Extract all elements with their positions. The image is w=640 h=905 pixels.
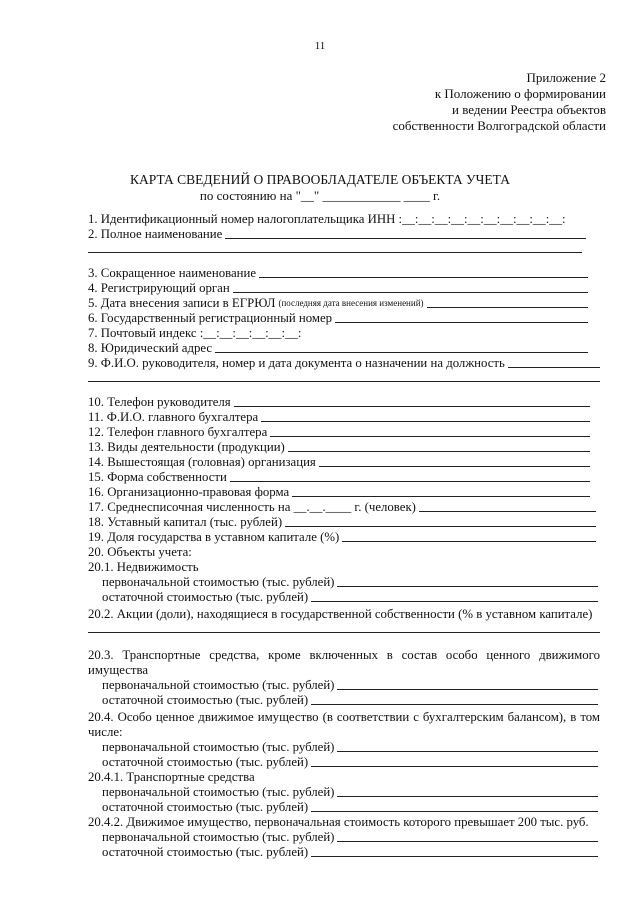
postal-index-label: 7. Почтовый индекс :__:__:__:__:__:__: xyxy=(88,326,302,340)
full-name-field[interactable] xyxy=(225,238,586,239)
shares-row[interactable] xyxy=(88,607,600,622)
valuable-transport-initial-row[interactable] xyxy=(88,785,600,800)
head-phone-field[interactable] xyxy=(234,406,590,407)
accountant-fio-field[interactable] xyxy=(261,421,590,422)
legal-form-field[interactable] xyxy=(292,496,590,497)
realty-label: 20.1. Недвижимость xyxy=(88,560,199,574)
residual-cost-label: остаточной стоимостью (тыс. рублей) xyxy=(102,755,309,769)
valuable-residual-field[interactable] xyxy=(311,766,598,767)
state-reg-no-label: 6. Государственный регистрационный номер xyxy=(88,311,333,325)
full-name-label: 2. Полное наименование xyxy=(88,227,223,241)
residual-cost-label: остаточной стоимостью (тыс. рублей) xyxy=(102,800,309,814)
realty-initial-field[interactable] xyxy=(337,586,598,587)
form-body xyxy=(88,210,600,860)
short-name-row[interactable] xyxy=(88,266,600,281)
legal-address-row[interactable] xyxy=(88,341,600,356)
headcount-field[interactable] xyxy=(419,511,596,512)
movable-200-residual-field[interactable] xyxy=(311,856,598,857)
appendix-line: к Положению о формировании xyxy=(434,86,606,101)
shares-field[interactable] xyxy=(88,632,600,646)
legal-form-row[interactable] xyxy=(88,485,600,500)
realty-residual-field[interactable] xyxy=(311,601,598,602)
initial-cost-label: первоначальной стоимостью (тыс. рублей) xyxy=(102,785,335,799)
movable-200-residual-row[interactable] xyxy=(88,845,600,860)
head-fio-label: 9. Ф.И.О. руководителя, номер и дата документа о назначении на должность xyxy=(88,356,505,370)
headcount-row[interactable] xyxy=(88,500,600,515)
valuable-residual-row[interactable] xyxy=(88,755,600,770)
head-fio-continuation[interactable] xyxy=(88,381,600,395)
activities-label: 13. Виды деятельности (продукции) xyxy=(88,440,285,454)
shares-label: 20.2. Акции (доли), находящиеся в государственной собственности (% в уставном капитале) xyxy=(88,607,593,621)
document-title: КАРТА СВЕДЕНИЙ О ПРАВООБЛАДАТЕЛЕ ОБЪЕКТА УЧЕТА xyxy=(130,172,510,187)
short-name-field[interactable] xyxy=(259,277,588,278)
state-share-row[interactable] xyxy=(88,530,600,545)
egrul-date-label: 5. Дата внесения записи в ЕГРЮЛ xyxy=(88,296,276,310)
inn-row[interactable] xyxy=(88,212,600,227)
state-share-field[interactable] xyxy=(342,541,596,542)
movable-200-initial-row[interactable] xyxy=(88,830,600,845)
reg-body-field[interactable] xyxy=(233,292,588,293)
appendix-line: собственности Волгоградской области xyxy=(392,118,606,133)
accountant-fio-row[interactable] xyxy=(88,410,600,425)
legal-address-field[interactable] xyxy=(215,352,588,353)
appendix-line: и ведении Реестра объектов xyxy=(451,102,606,117)
state-reg-no-field[interactable] xyxy=(335,322,588,323)
parent-org-row[interactable] xyxy=(88,455,600,470)
activities-row[interactable] xyxy=(88,440,600,455)
state-reg-no-row[interactable] xyxy=(88,311,600,326)
valuable-transport-residual-field[interactable] xyxy=(311,811,598,812)
valuable-label: 20.4. Особо ценное движимое имущество (в соответствии с бухгалтерским балансом), в том числе: xyxy=(88,710,600,739)
ownership-row[interactable] xyxy=(88,470,600,485)
initial-cost-label: первоначальной стоимостью (тыс. рублей) xyxy=(102,830,335,844)
movable-200-initial-field[interactable] xyxy=(337,841,598,842)
residual-cost-label: остаточной стоимостью (тыс. рублей) xyxy=(102,693,309,707)
head-fio-row[interactable] xyxy=(88,356,600,371)
objects-row xyxy=(88,545,600,560)
accountant-phone-row[interactable] xyxy=(88,425,600,440)
page-number: 11 xyxy=(314,40,326,52)
head-phone-row[interactable] xyxy=(88,395,600,410)
accountant-phone-field[interactable] xyxy=(270,436,590,437)
realty-residual-row[interactable] xyxy=(88,590,600,605)
legal-address-label: 8. Юридический адрес xyxy=(88,341,213,355)
state-share-label: 19. Доля государства в уставном капитале (%) xyxy=(88,530,340,544)
valuable-transport-label: 20.4.1. Транспортные средства xyxy=(88,770,255,784)
accountant-phone-label: 12. Телефон главного бухгалтера xyxy=(88,425,268,439)
movable-200-label: 20.4.2. Движимое имущество, первоначальная стоимость которого превышает 200 тыс. руб. xyxy=(88,815,589,829)
legal-form-label: 16. Организационно-правовая форма xyxy=(88,485,290,499)
reg-body-row[interactable] xyxy=(88,281,600,296)
ownership-label: 15. Форма собственности xyxy=(88,470,227,484)
activities-field[interactable] xyxy=(288,451,590,452)
transport-initial-field[interactable] xyxy=(337,689,598,690)
valuable-transport-residual-row[interactable] xyxy=(88,800,600,815)
egrul-date-field[interactable] xyxy=(427,307,588,308)
ownership-field[interactable] xyxy=(230,481,590,482)
egrul-date-note: (последняя дата внесения изменений) xyxy=(278,298,424,308)
headcount-label: 17. Среднесписочная численность на __.__.____ г. (человек) xyxy=(88,500,416,514)
parent-org-label: 14. Вышестоящая (головная) организация xyxy=(88,455,316,469)
transport-residual-row[interactable] xyxy=(88,693,600,708)
parent-org-field[interactable] xyxy=(319,466,590,467)
valuable-transport-initial-field[interactable] xyxy=(337,796,598,797)
realty-initial-row[interactable] xyxy=(88,575,600,590)
valuable-transport-row xyxy=(88,770,600,785)
egrul-date-row[interactable] xyxy=(88,296,600,311)
appendix-block xyxy=(393,70,606,134)
initial-cost-label: первоначальной стоимостью (тыс. рублей) xyxy=(102,740,335,754)
full-name-continuation[interactable] xyxy=(88,252,600,266)
head-phone-label: 10. Телефон руководителя xyxy=(88,395,231,409)
short-name-label: 3. Сокращенное наименование xyxy=(88,266,257,280)
residual-cost-label: остаточной стоимостью (тыс. рублей) xyxy=(102,590,309,604)
transport-label: 20.3. Транспортные средства, кроме включенных в состав особо ценного движимого имущества xyxy=(88,648,600,677)
document-date-line: по состоянию на "__" ____________ ____ г. xyxy=(199,188,441,203)
capital-label: 18. Уставный капитал (тыс. рублей) xyxy=(88,515,283,529)
realty-row xyxy=(88,560,600,575)
inn-label: 1. Идентификационный номер налогоплательщика ИНН :__:__:__:__:__:__:__:__:__:__: xyxy=(88,212,566,226)
head-fio-field[interactable] xyxy=(508,367,600,368)
postal-index-row[interactable] xyxy=(88,326,600,341)
accountant-fio-label: 11. Ф.И.О. главного бухгалтера xyxy=(88,410,259,424)
appendix-line: Приложение 2 xyxy=(526,70,606,85)
initial-cost-label: первоначальной стоимостью (тыс. рублей) xyxy=(102,678,335,692)
reg-body-label: 4. Регистрирующий орган xyxy=(88,281,230,295)
capital-field[interactable] xyxy=(285,526,596,527)
initial-cost-label: первоначальной стоимостью (тыс. рублей) xyxy=(102,575,335,589)
full-name-row[interactable] xyxy=(88,227,600,242)
valuable-initial-field[interactable] xyxy=(337,751,598,752)
transport-residual-field[interactable] xyxy=(311,704,598,705)
transport-initial-row[interactable] xyxy=(88,678,600,693)
residual-cost-label: остаточной стоимостью (тыс. рублей) xyxy=(102,845,309,859)
capital-row[interactable] xyxy=(88,515,600,530)
valuable-initial-row[interactable] xyxy=(88,740,600,755)
objects-label: 20. Объекты учета: xyxy=(88,545,192,559)
